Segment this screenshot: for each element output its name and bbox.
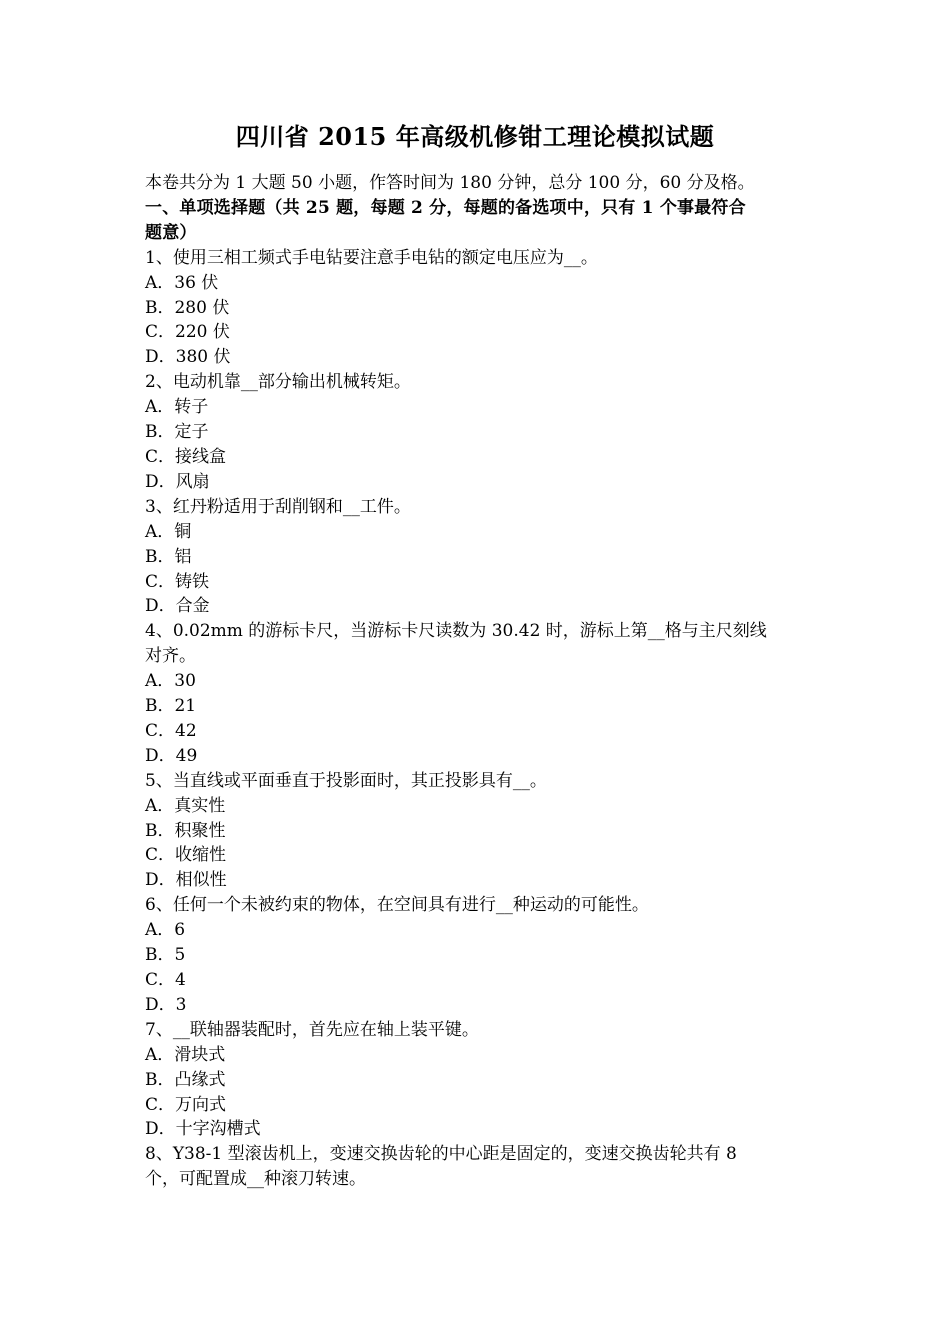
answer-option: D．380 伏 xyxy=(145,347,231,368)
answer-option: D．合金 xyxy=(145,596,210,617)
question-stem: 3、红丹粉适用于刮削钢和__工件。 xyxy=(145,496,411,517)
exam-intro: 本卷共分为 1 大题 50 小题，作答时间为 180 分钟，总分 100 分，60 分及格。 xyxy=(145,173,755,193)
answer-option: C．4 xyxy=(145,970,186,990)
answer-option: C．万向式 xyxy=(145,1094,227,1115)
question-stem-line-1: 4、0.02mm 的游标卡尺，当游标卡尺读数为 30.42 时，游标上第__格与主尺刻线 xyxy=(145,621,767,642)
exam-content xyxy=(145,171,813,1192)
answer-option: B．21 xyxy=(145,696,197,717)
section-heading-line-2: 题意） xyxy=(145,222,197,243)
answer-option: B．凸缘式 xyxy=(145,1069,226,1090)
answer-option: D．十字沟槽式 xyxy=(145,1119,261,1140)
answer-option: B．铝 xyxy=(145,546,192,567)
question-stem: 6、任何一个未被约束的物体，在空间具有进行__种运动的可能性。 xyxy=(145,895,649,916)
question-stem-line-2: 个，可配置成__种滚刀转速。 xyxy=(145,1169,366,1190)
answer-option: C．220 伏 xyxy=(145,322,230,343)
answer-option: D．风扇 xyxy=(145,471,210,492)
answer-option: C．铸铁 xyxy=(145,571,210,592)
answer-option: A．6 xyxy=(145,920,186,941)
answer-option: A．36 伏 xyxy=(145,272,219,293)
answer-option: B．280 伏 xyxy=(145,297,230,318)
question-stem-line-2: 对齐。 xyxy=(145,646,196,667)
page-title: 四川省 2015 年高级机修钳工理论模拟试题 xyxy=(235,122,715,151)
answer-option: A．30 xyxy=(145,671,196,692)
answer-option: C．收缩性 xyxy=(145,845,227,866)
answer-option: A．铜 xyxy=(145,521,192,542)
answer-option: C．接线盒 xyxy=(145,446,227,467)
answer-option: D．3 xyxy=(145,994,187,1015)
question-stem: 7、__联轴器装配时，首先应在轴上装平键。 xyxy=(145,1019,479,1040)
answer-option: A．滑块式 xyxy=(145,1044,226,1065)
answer-option: C．42 xyxy=(145,720,197,741)
answer-option: D．49 xyxy=(145,745,198,766)
answer-option: B．定子 xyxy=(145,422,209,443)
answer-option: A．转子 xyxy=(145,397,209,418)
question-stem: 5、当直线或平面垂直于投影面时，其正投影具有__。 xyxy=(145,770,547,791)
answer-option: B．5 xyxy=(145,945,186,966)
question-stem-line-1: 8、Y38-1 型滚齿机上，变速交换齿轮的中心距是固定的，变速交换齿轮共有 8 xyxy=(145,1144,737,1165)
question-stem: 1、使用三相工频式手电钻要注意手电钻的额定电压应为__。 xyxy=(145,247,598,268)
question-stem: 2、电动机靠__部分输出机械转矩。 xyxy=(145,372,411,393)
section-heading-line-1: 一、单项选择题（共 25 题，每题 2 分，每题的备选项中，只有 1 个事最符合 xyxy=(145,197,746,218)
answer-option: B．积聚性 xyxy=(145,820,226,841)
answer-option: A．真实性 xyxy=(145,795,226,816)
answer-option: D．相似性 xyxy=(145,870,227,891)
